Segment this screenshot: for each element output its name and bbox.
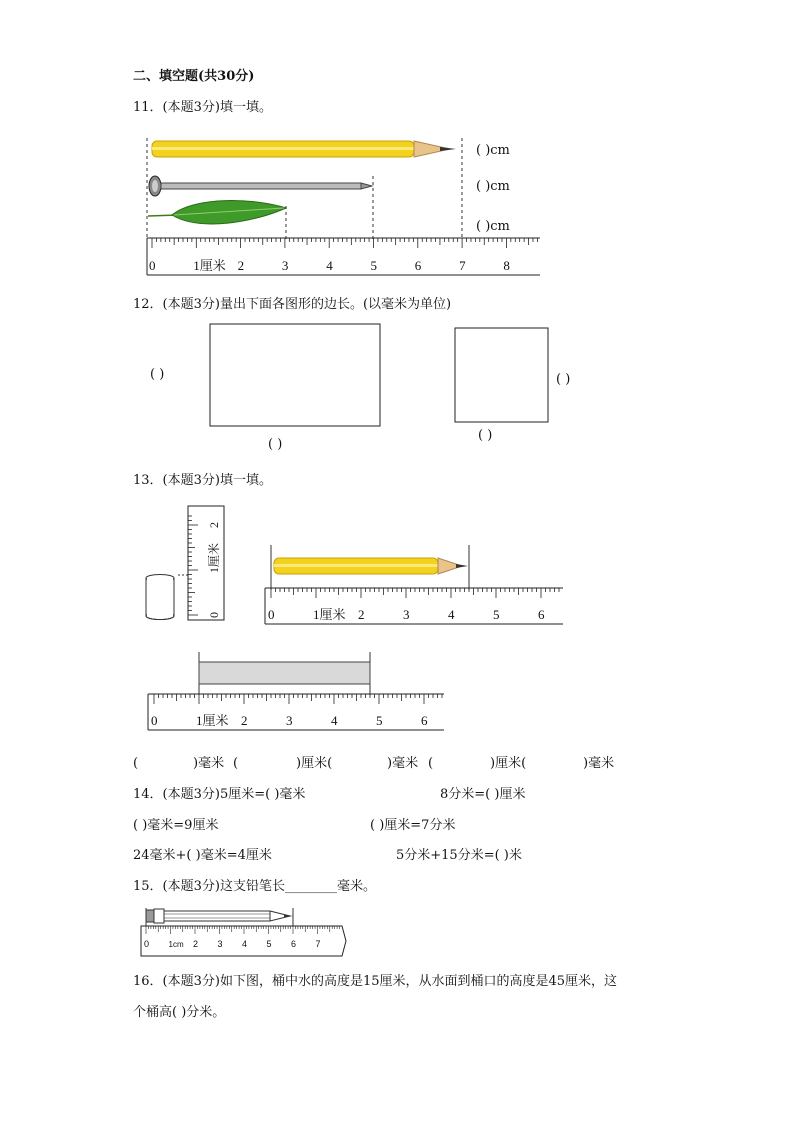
ruler-number: 4 (448, 607, 455, 622)
ruler-number: 4 (331, 713, 338, 728)
q13-paren: ( (428, 756, 434, 771)
ruler-number: 4 (242, 939, 248, 949)
q13-text: 13．(本题3分)填一填。 (133, 473, 272, 488)
ruler-number: 0 (268, 607, 275, 622)
ruler-number: 5 (493, 607, 500, 622)
ruler-number: 3 (403, 607, 410, 622)
q11-text: 11．(本题3分)填一填。 (133, 100, 272, 115)
ruler-number: 1cm (168, 940, 184, 949)
ruler-number: 3 (217, 939, 223, 949)
ruler-number: 2 (241, 713, 248, 728)
ruler-number: 3 (281, 258, 289, 273)
q14-item-1[interactable]: 14．(本题3分)5厘米=( )毫米 (133, 787, 306, 802)
q13-paren: ( (133, 756, 139, 771)
ruler-number: 0 (207, 612, 221, 618)
q14-item-6[interactable]: 5分米+15分米=( )米 (396, 848, 522, 863)
ruler-number: 3 (286, 713, 293, 728)
ruler-number: 6 (414, 258, 422, 273)
q12-blank-rect-width[interactable]: ( ) (268, 437, 283, 452)
ruler-number: 6 (538, 607, 545, 622)
q15-text[interactable]: 15．(本题3分)这支铅笔长________毫米。 (133, 879, 376, 894)
ruler-number: 1厘米 (207, 542, 221, 573)
ruler-number: 2 (358, 607, 365, 622)
q13-paren: ( (233, 756, 239, 771)
ruler-number: 6 (421, 713, 428, 728)
ruler-number: 2 (193, 939, 199, 949)
q14-item-3[interactable]: ( )毫米=9厘米 (133, 818, 219, 833)
ruler-number: 4 (326, 258, 333, 273)
ruler-small (141, 926, 346, 956)
q11-blank-2[interactable]: ( )cm (476, 179, 510, 194)
q14-item-5[interactable]: 24毫米+( )毫米=4厘米 (133, 848, 272, 863)
q12-blank-square-bottom[interactable]: ( ) (478, 428, 493, 443)
q16-line-1: 16．(本题3分)如下图，桶中水的高度是15厘米，从水面到桶口的高度是45厘米，这 (133, 974, 618, 989)
ruler-number: 0 (151, 713, 158, 728)
ruler-number: 0 (144, 939, 150, 949)
pencil-icon (146, 909, 293, 923)
ruler-number: 2 (207, 522, 221, 528)
ruler-number: 2 (237, 258, 245, 273)
q13-blank-mm-2[interactable]: )毫米 (387, 756, 419, 771)
q13-blank-cm-1[interactable]: )厘米( (296, 756, 333, 771)
ruler-number: 1厘米 (193, 258, 226, 273)
ruler-number: 7 (459, 258, 466, 273)
q11-blank-1[interactable]: ( )cm (476, 143, 510, 158)
q13-blank-mm-3[interactable]: )毫米 (583, 756, 615, 771)
ruler-number: 5 (370, 258, 377, 273)
q12-text: 12．(本题3分)量出下面各图形的边长。(以毫米为单位) (133, 297, 452, 312)
q12-blank-square-side[interactable]: ( ) (556, 372, 571, 387)
ruler-number: 1厘米 (313, 607, 346, 622)
q13-blank-cm-2[interactable]: )厘米( (490, 756, 527, 771)
ruler-number: 8 (503, 258, 510, 273)
ruler-number: 6 (291, 939, 297, 949)
q12-blank-rect-height[interactable]: ( ) (150, 367, 165, 382)
q16-line-2[interactable]: 个桶高( )分米。 (133, 1005, 226, 1020)
ruler-number: 7 (315, 939, 321, 949)
q13-blank-mm-1[interactable]: )毫米 (193, 756, 225, 771)
q14-item-4[interactable]: ( )厘米=7分米 (370, 818, 456, 833)
ruler-number: 1厘米 (196, 713, 229, 728)
q11-blank-3[interactable]: ( )cm (476, 219, 510, 234)
q14-item-2[interactable]: 8分米=( )厘米 (440, 787, 526, 802)
ruler-number: 5 (376, 713, 383, 728)
section-title: 二、填空题(共30分) (133, 69, 255, 84)
ruler-number: 0 (149, 258, 156, 273)
ruler-number: 5 (266, 939, 272, 949)
